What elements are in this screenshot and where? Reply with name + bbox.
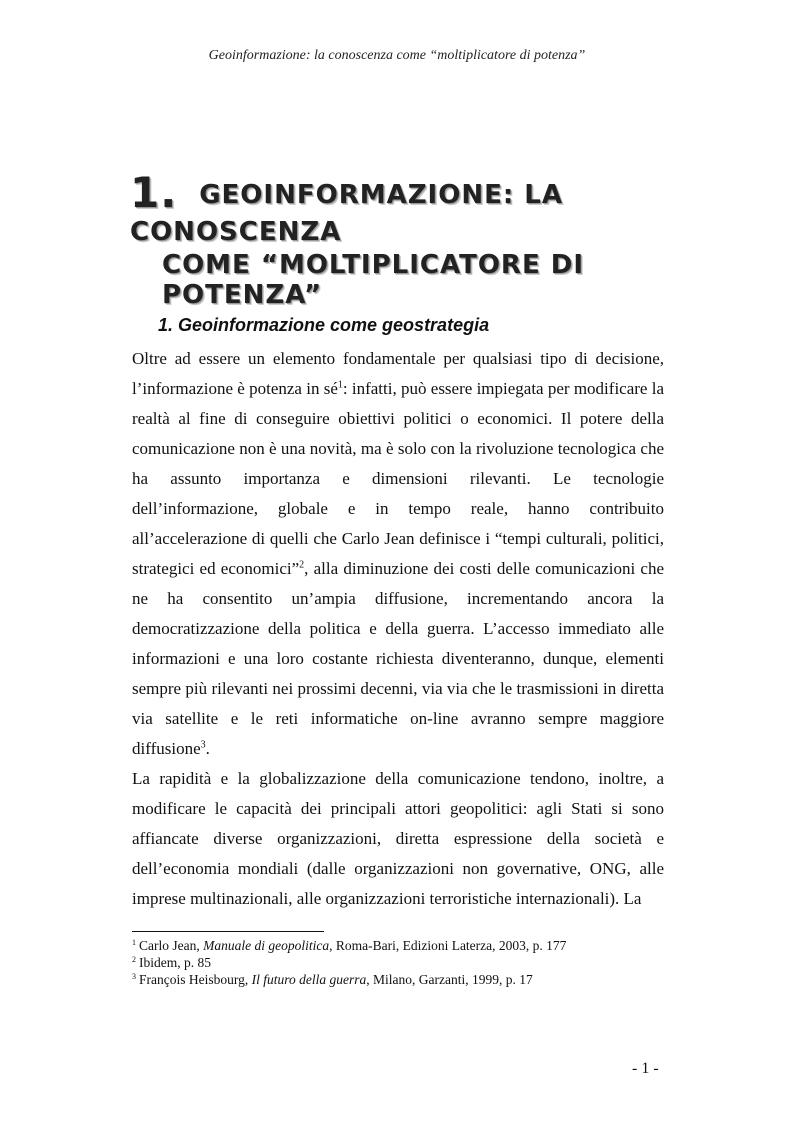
chapter-title-line2: COME “MOLTIPLICATORE DI POTENZA” [162, 250, 585, 310]
footnote-text: , Roma-Bari, Edizioni Laterza, 2003, p. 177 [329, 938, 567, 953]
footnote-number: 3 [132, 971, 136, 981]
paragraph-1-part-1: Oltre ad essere un elemento fondamentale per qualsiasi tipo di decisione, l’informazione è potenza in sé [132, 349, 664, 398]
footnote-3 [132, 971, 664, 988]
chapter-title-text-1: GEOINFORMAZIONE: LA CONOSCENZA [130, 180, 563, 247]
footnote-ref-3: 3 [200, 739, 206, 751]
footnote-text: , Milano, Garzanti, 1999, p. 17 [366, 972, 533, 987]
footnote-text: Carlo Jean, [139, 938, 204, 953]
page-number: - 1 - [632, 1060, 659, 1077]
footnote-text: François Heisbourg, [139, 972, 252, 987]
footnote-book-title: Il futuro della guerra [251, 972, 367, 987]
footnote-ref-1: 1 [337, 379, 343, 391]
footnote-number: 1 [132, 937, 136, 947]
chapter-title-line1 [130, 168, 670, 247]
footnote-1 [132, 937, 664, 954]
paragraph-1-part-3: , alla diminuzione dei costi delle comunicazioni che ne ha consentito un’ampia diffusione, incrementando ancora la democratizzazione della politica e della guerra. L’accesso immediato alle informazioni e una loro costante richiesta diventeranno, dunque, elementi sempre più rilevanti nei prossimi decenni, via via che le trasmissioni in diretta via satellite e le reti informatiche on-line avranno sempre maggiore diffusione [132, 559, 664, 758]
paragraph-1-part-4: . [205, 739, 210, 758]
footnote-text: Ibidem, p. 85 [139, 955, 211, 970]
footnotes [132, 937, 664, 988]
section-heading: 1. Geoinformazione come geostrategia [158, 315, 490, 335]
footnote-divider [132, 931, 324, 932]
running-head: Geoinformazione: la conoscenza come “moltiplicatore di potenza” [208, 48, 586, 63]
paragraph-1-part-2: : infatti, può essere impiegata per modificare la realtà al fine di conseguire obiettivi politici o economici. Il potere della comunicazione non è una novità, ma è solo con la rivoluzione tecnologica che ha assunto importanza e dimensioni rilevanti. Le tecnologie dell’informazione, globale e in tempo reale, hanno contribuito all’accelerazione di quelli che Carlo Jean definisce i “tempi culturali, politici, strategici ed economici” [132, 379, 665, 578]
paragraph-1 [132, 344, 664, 764]
chapter-number: 1. [130, 168, 178, 217]
footnote-book-title: Manuale di geopolitica [203, 938, 330, 953]
footnote-number: 2 [132, 954, 136, 964]
footnote-2 [132, 954, 664, 971]
footnote-ref-2: 2 [299, 559, 305, 571]
body-text [132, 344, 664, 914]
paragraph-2: La rapidità e la globalizzazione della comunicazione tendono, inoltre, a modificare le capacità dei principali attori geopolitici: agli Stati si sono affiancate diverse organizzazioni, diretta espressione della società e dell’economia mondiali (dalle organizzazioni non governative, ONG, alle imprese multinazionali, alle organizzazioni terroristiche internazionali). La [132, 769, 664, 908]
